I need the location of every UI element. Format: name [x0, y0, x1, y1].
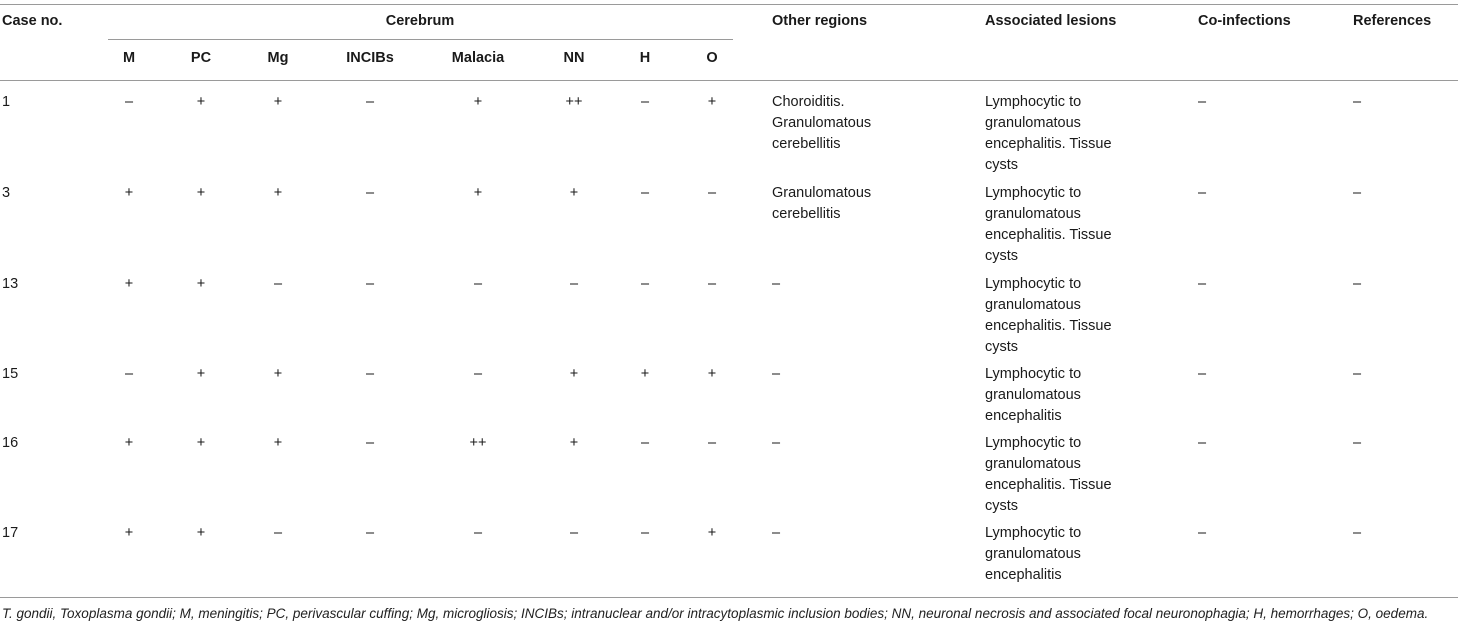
- references-cell: –: [1353, 435, 1362, 451]
- cell-mg: +: [273, 366, 283, 382]
- cell-m: –: [124, 94, 134, 110]
- co-infections-cell: –: [1198, 435, 1207, 451]
- lesions-line: Lymphocytic to: [985, 276, 1082, 292]
- cell-malacia: –: [473, 366, 483, 382]
- co-infections-cell: –: [1198, 366, 1207, 382]
- header-sub-nn: NN: [563, 50, 585, 66]
- cell-incibs: –: [365, 435, 375, 451]
- cell-mg: +: [273, 185, 283, 201]
- other-regions-line: –: [772, 366, 781, 382]
- case-number: 3: [2, 185, 11, 201]
- table-top-rule: [0, 4, 1458, 5]
- case-number: 17: [2, 525, 19, 541]
- co-infections-cell: –: [1198, 276, 1207, 292]
- references-cell: –: [1353, 366, 1362, 382]
- cell-malacia: ++: [469, 435, 487, 451]
- cell-pc: +: [196, 366, 206, 382]
- lesions-line: Lymphocytic to: [985, 94, 1082, 110]
- cell-o: –: [707, 276, 717, 292]
- header-sub-o: O: [706, 50, 718, 66]
- cell-pc: +: [196, 94, 206, 110]
- other-regions-line: cerebellitis: [772, 206, 841, 222]
- cell-mg: –: [273, 525, 283, 541]
- cell-h: –: [640, 525, 650, 541]
- cell-incibs: –: [365, 276, 375, 292]
- cell-mg: –: [273, 276, 283, 292]
- other-regions-line: –: [772, 435, 781, 451]
- other-regions-line: Granulomatous: [772, 185, 872, 201]
- cell-pc: +: [196, 525, 206, 541]
- header-sub-malacia: Malacia: [451, 50, 505, 66]
- cell-malacia: –: [473, 276, 483, 292]
- cell-o: –: [707, 435, 717, 451]
- cell-o: +: [707, 525, 717, 541]
- lesions-line: granulomatous: [985, 456, 1081, 472]
- cell-mg: +: [273, 94, 283, 110]
- header-other-regions: Other regions: [772, 13, 868, 29]
- other-regions-line: cerebellitis: [772, 136, 841, 152]
- cell-m: +: [124, 276, 134, 292]
- co-infections-cell: –: [1198, 525, 1207, 541]
- header-case-no: Case no.: [2, 13, 63, 29]
- cell-incibs: –: [365, 366, 375, 382]
- cell-o: –: [707, 185, 717, 201]
- other-regions-line: Granulomatous: [772, 115, 872, 131]
- cell-h: –: [640, 435, 650, 451]
- co-infections-cell: –: [1198, 185, 1207, 201]
- table-footnote: T. gondii, Toxoplasma gondii; M, meningitis; PC, perivascular cuffing; Mg, microgliosis; INCIBs; intranuclear and/or intracytoplasmic inclusion bodies; NN, neuronal necrosis and associated focal neuronophagia; H, hemorrhages; O, oedema.: [2, 606, 1429, 621]
- cell-h: –: [640, 94, 650, 110]
- lesions-line: cysts: [985, 498, 1019, 514]
- lesions-line: encephalitis. Tissue: [985, 136, 1112, 152]
- cell-malacia: +: [473, 94, 483, 110]
- cell-nn: –: [569, 525, 579, 541]
- lesions-line: cysts: [985, 248, 1019, 264]
- lesions-line: granulomatous: [985, 387, 1081, 403]
- cell-h: +: [640, 366, 650, 382]
- header-sub-mg: Mg: [267, 50, 289, 66]
- cell-incibs: –: [365, 94, 375, 110]
- header-associated-lesions: Associated lesions: [985, 13, 1117, 29]
- lesions-line: Lymphocytic to: [985, 185, 1082, 201]
- cell-m: +: [124, 435, 134, 451]
- cell-nn: +: [569, 366, 579, 382]
- lesions-line: cysts: [985, 339, 1019, 355]
- cell-nn: –: [569, 276, 579, 292]
- cell-m: +: [124, 185, 134, 201]
- lesions-line: cysts: [985, 157, 1019, 173]
- co-infections-cell: –: [1198, 94, 1207, 110]
- cell-nn: +: [569, 185, 579, 201]
- header-sub-incibs: INCIBs: [346, 50, 394, 66]
- cell-pc: +: [196, 276, 206, 292]
- cell-o: +: [707, 94, 717, 110]
- case-number: 15: [2, 366, 19, 382]
- references-cell: –: [1353, 185, 1362, 201]
- lesions-line: granulomatous: [985, 206, 1081, 222]
- lesions-line: Lymphocytic to: [985, 525, 1082, 541]
- cerebrum-group-rule: [108, 39, 733, 40]
- case-number: 16: [2, 435, 19, 451]
- cell-malacia: +: [473, 185, 483, 201]
- header-cerebrum: Cerebrum: [385, 13, 455, 29]
- cell-m: –: [124, 366, 134, 382]
- cell-nn: ++: [565, 94, 583, 110]
- cell-mg: +: [273, 435, 283, 451]
- table-bottom-rule: [0, 597, 1458, 598]
- lesions-line: granulomatous: [985, 546, 1081, 562]
- other-regions-line: Choroiditis.: [772, 94, 845, 110]
- lesions-line: encephalitis: [985, 567, 1062, 583]
- cell-incibs: –: [365, 525, 375, 541]
- references-cell: –: [1353, 94, 1362, 110]
- other-regions-line: –: [772, 276, 781, 292]
- cell-pc: +: [196, 435, 206, 451]
- cell-h: –: [640, 185, 650, 201]
- lesions-line: encephalitis. Tissue: [985, 227, 1112, 243]
- lesions-line: granulomatous: [985, 297, 1081, 313]
- lesions-line: encephalitis. Tissue: [985, 477, 1112, 493]
- cell-o: +: [707, 366, 717, 382]
- other-regions-line: –: [772, 525, 781, 541]
- lesions-line: Lymphocytic to: [985, 435, 1082, 451]
- references-cell: –: [1353, 525, 1362, 541]
- lesions-line: encephalitis. Tissue: [985, 318, 1112, 334]
- references-cell: –: [1353, 276, 1362, 292]
- cell-incibs: –: [365, 185, 375, 201]
- header-bottom-rule: [0, 80, 1458, 81]
- lesions-line: granulomatous: [985, 115, 1081, 131]
- header-sub-h: H: [639, 50, 651, 66]
- cell-nn: +: [569, 435, 579, 451]
- header-co-infections: Co-infections: [1198, 13, 1291, 29]
- header-sub-pc: PC: [190, 50, 212, 66]
- lesions-line: encephalitis: [985, 408, 1062, 424]
- cell-h: –: [640, 276, 650, 292]
- case-number: 1: [2, 94, 11, 110]
- case-number: 13: [2, 276, 19, 292]
- header-references: References: [1353, 13, 1432, 29]
- cell-m: +: [124, 525, 134, 541]
- header-sub-m: M: [122, 50, 136, 66]
- lesions-line: Lymphocytic to: [985, 366, 1082, 382]
- cell-pc: +: [196, 185, 206, 201]
- cell-malacia: –: [473, 525, 483, 541]
